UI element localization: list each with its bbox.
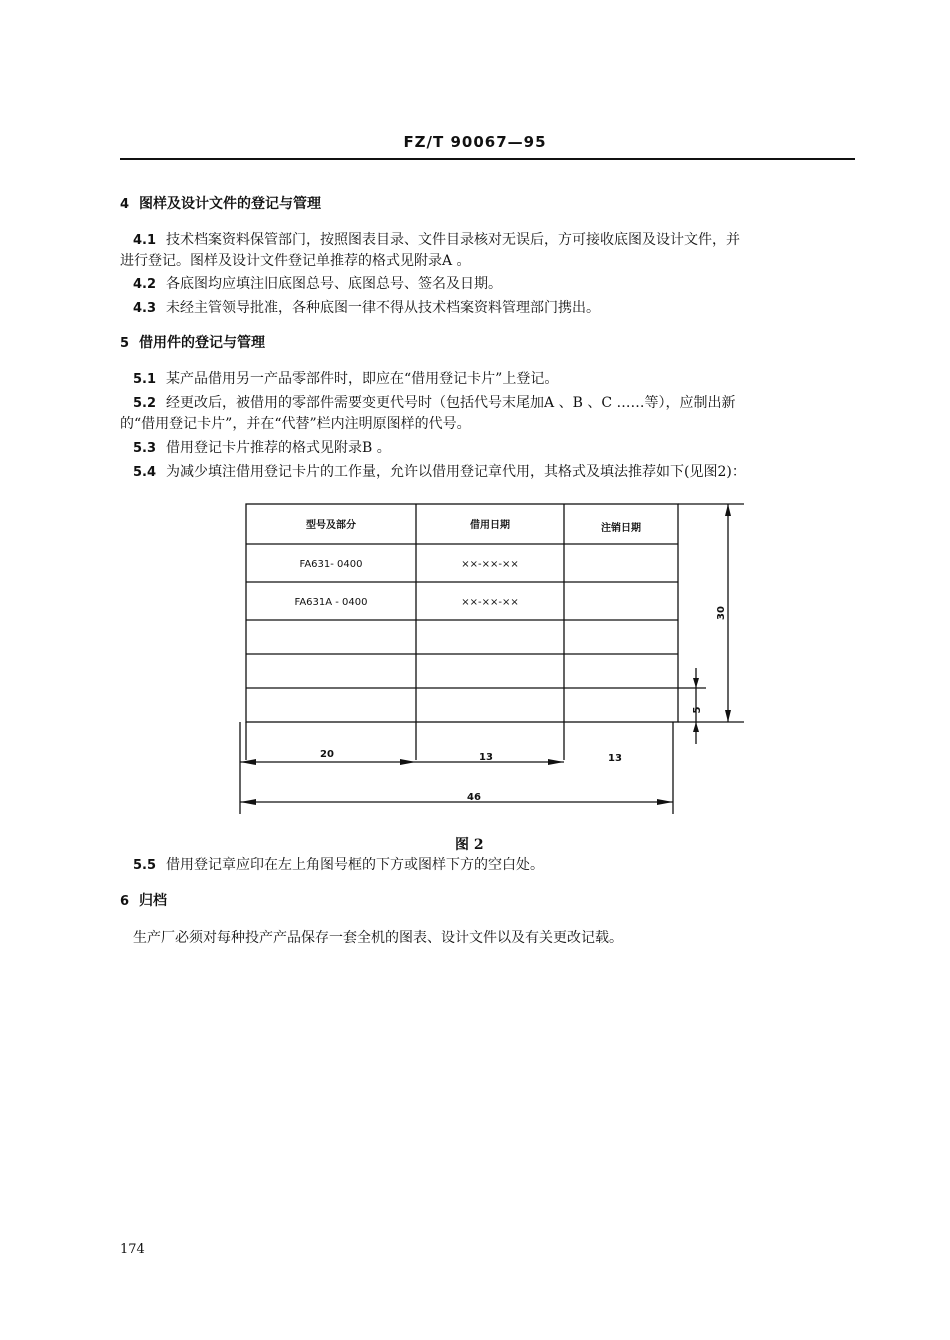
dim-height: 30 (716, 606, 727, 620)
para-4-3: 4.3 未经主管领导批准，各种底图一律不得从技术档案资料管理部门携出。 (133, 300, 601, 316)
para-6: 生产厂必须对每种投产产品保存一套全机的图表、设计文件以及有关更改记载。 (133, 930, 623, 946)
section-4-title: 4 图样及设计文件的登记与管理 (120, 196, 322, 212)
dim-row: 5 (692, 706, 703, 714)
dim-col1: 20 (320, 749, 334, 760)
dim-total: 46 (467, 792, 481, 803)
figure-2-diagram (230, 498, 750, 818)
para-5-1: 5.1 某产品借用另一产品零部件时，即应在“借用登记卡片”上登记。 (133, 371, 559, 387)
cell-r1-c1: FA631- 0400 (299, 559, 363, 570)
para-5-3: 5.3 借用登记卡片推荐的格式见附录B 。 (133, 440, 391, 456)
dim-col2: 13 (479, 752, 493, 763)
header-rule (120, 158, 855, 160)
para-5-5: 5.5 借用登记章应印在左上角图号框的下方或图样下方的空白处。 (133, 857, 545, 873)
cell-r2-c2: ××-××-×× (461, 597, 519, 608)
para-4-1: 4.1 技术档案资料保管部门，按照图表目录、文件目录核对无误后，方可接收底图及设计文件，并 (133, 232, 741, 248)
cell-r1-c2: ××-××-×× (461, 559, 519, 570)
stamp-frame (246, 504, 678, 722)
para-5-2: 5.2 经更改后，被借用的零部件需要变更代号时（包括代号末尾加A 、B 、C ……等），应制出新 (133, 395, 736, 411)
col-header-2: 借用日期 (470, 520, 510, 531)
figure-caption: 图 2 (455, 837, 484, 853)
col-header-1: 型号及部分 (306, 520, 356, 531)
section-5-title: 5 借用件的登记与管理 (120, 335, 266, 351)
para-4-2: 4.2 各底图均应填注旧底图总号、底图总号、签名及日期。 (133, 276, 503, 292)
section-6-title: 6 归档 (120, 893, 168, 909)
para-4-1-cont: 进行登记。图样及设计文件登记单推荐的格式见附录A 。 (120, 253, 471, 269)
para-5-2-cont: 的“借用登记卡片”，并在“代替”栏内注明原图样的代号。 (120, 416, 471, 432)
col-header-3: 注销日期 (601, 523, 641, 534)
page-number: 174 (120, 1242, 145, 1257)
dim-col3: 13 (608, 753, 622, 764)
doc-header: FZ/T 90067—95 (403, 133, 547, 151)
para-5-4: 5.4 为减少填注借用登记卡片的工作量，允许以借用登记章代用，其格式及填法推荐如下(见图2)： (133, 464, 746, 480)
cell-r2-c1: FA631A - 0400 (294, 597, 368, 608)
